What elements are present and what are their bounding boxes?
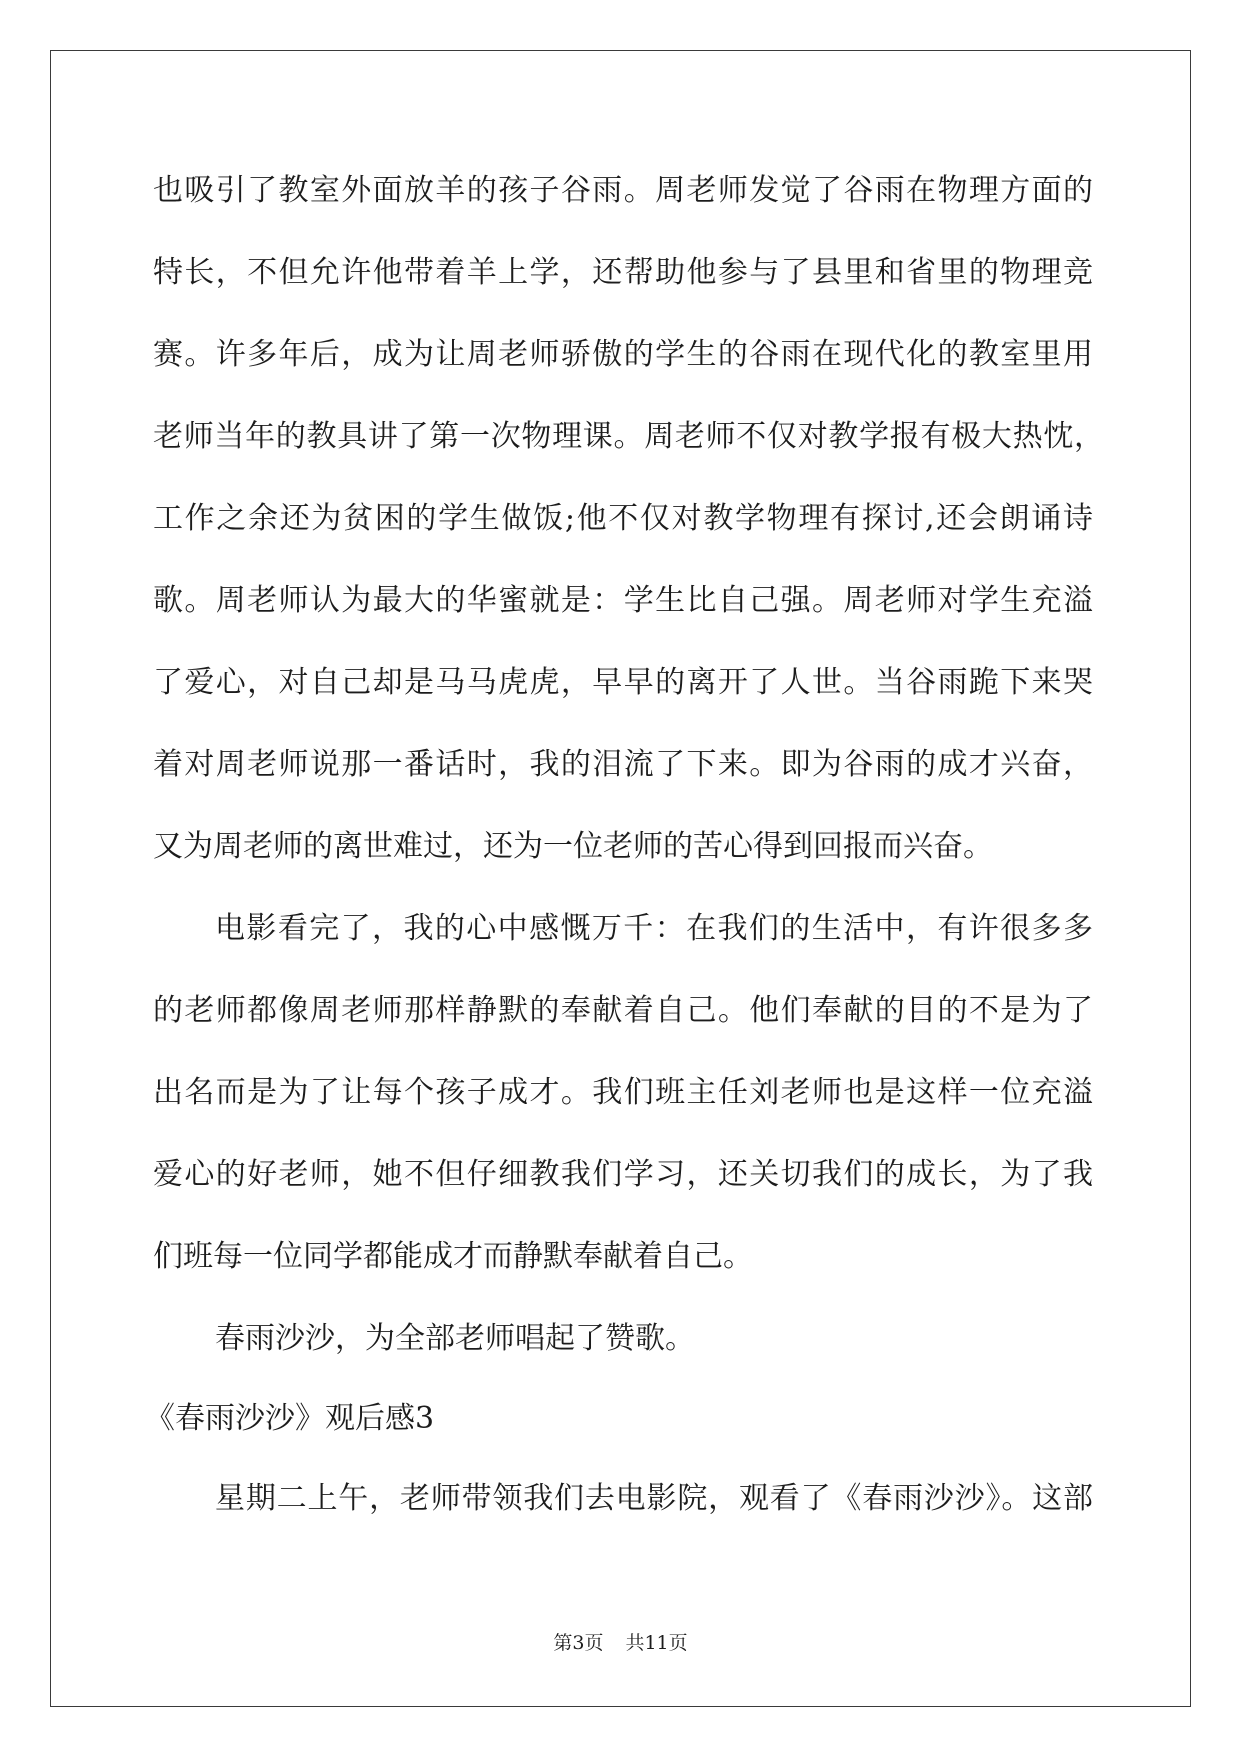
document-body [145, 150, 1104, 1540]
text-line: 着对周老师说那一番话时，我的泪流了下来。即为谷雨的成才兴奋， [153, 747, 1093, 782]
text-line: 歌。周老师认为最大的华蜜就是：学生比自己强。周老师对学生充溢 [153, 583, 1093, 618]
text-line: 出名而是为了让每个孩子成才。我们班主任刘老师也是这样一位充溢 [153, 1075, 1093, 1110]
paragraph [153, 888, 1093, 1298]
paragraph [153, 1298, 1093, 1380]
text-line: 赛。许多年后，成为让周老师骄傲的学生的谷雨在现代化的教室里用 [153, 337, 1093, 372]
text-line: 也吸引了教室外面放羊的孩子谷雨。周老师发觉了谷雨在物理方面的 [153, 173, 1093, 208]
text-line: 了爱心，对自己却是马马虎虎，早早的离开了人世。当谷雨跪下来哭 [153, 665, 1093, 700]
paragraph [153, 1458, 1093, 1540]
page-total: 共11页 [625, 1632, 688, 1654]
text-line: 又为周老师的离世难过，还为一位老师的苦心得到回报而兴奋。 [153, 829, 993, 864]
text-line: 们班每一位同学都能成才而静默奉献着自己。 [153, 1239, 753, 1274]
text-line: 特长，不但允许他带着羊上学，还帮助他参与了县里和省里的物理竞 [153, 255, 1093, 290]
text-line: 星期二上午，老师带领我们去电影院，观看了《春雨沙沙》。这部 [215, 1481, 1093, 1516]
text-line: 爱心的好老师，她不但仔细教我们学习，还关切我们的成长，为了我 [153, 1157, 1093, 1192]
section-heading: 《春雨沙沙》观后感3 [145, 1401, 435, 1436]
text-line: 电影看完了，我的心中感慨万千：在我们的生活中，有许很多多 [215, 911, 1093, 946]
text-line: 春雨沙沙，为全部老师唱起了赞歌。 [215, 1321, 695, 1356]
paragraph [153, 150, 1104, 888]
text-line: 老师当年的教具讲了第一次物理课。周老师不仅对教学报有极大热忱， [153, 419, 1104, 454]
page-footer [0, 1630, 1241, 1656]
text-line: 的老师都像周老师那样静默的奉献着自己。他们奉献的目的不是为了 [153, 993, 1093, 1028]
page-number: 第3页 [553, 1632, 604, 1654]
text-line: 工作之余还为贫困的学生做饭;他不仅对教学物理有探讨,还会朗诵诗 [153, 501, 1093, 536]
